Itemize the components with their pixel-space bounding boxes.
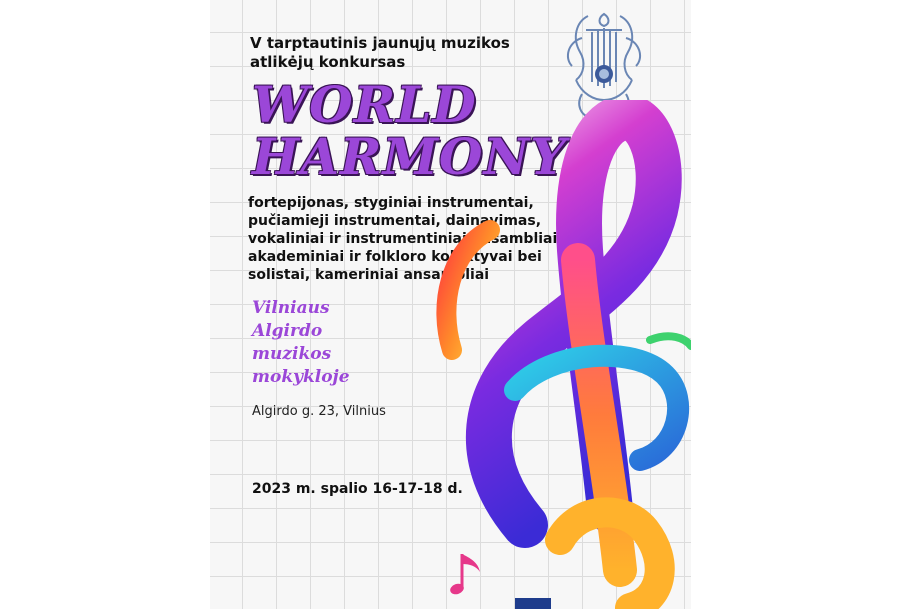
venue-line: mokykloje [252,367,350,387]
treble-clef-icon [430,100,691,609]
poster [210,0,691,609]
logo-corner [515,598,551,609]
venue-address: Algirdo g. 23, Vilnius [252,404,386,419]
title-world: WORLD [252,75,477,134]
title-harmony: HARMONY [252,127,567,186]
venue-line: Vilniaus [252,298,330,318]
disciplines-list: fortepijonas, styginiai instrumentai, pučiamieji instrumentai, dainavimas, vokaliniai ir instrumentiniai ansambliai, akademiniai ir folkloro kolektyvai bei solistai, kameriniai ansambliai [248,195,563,283]
competition-subtitle: V tarptautinis jaunųjų muzikos atlikėjų konkursas [250,34,510,71]
event-dates: 2023 m. spalio 16-17-18 d. [252,481,463,497]
venue-line: muzikos [252,344,332,364]
venue-line: Algirdo [252,321,323,341]
venue-name [252,297,350,389]
music-note-icon [448,548,488,600]
